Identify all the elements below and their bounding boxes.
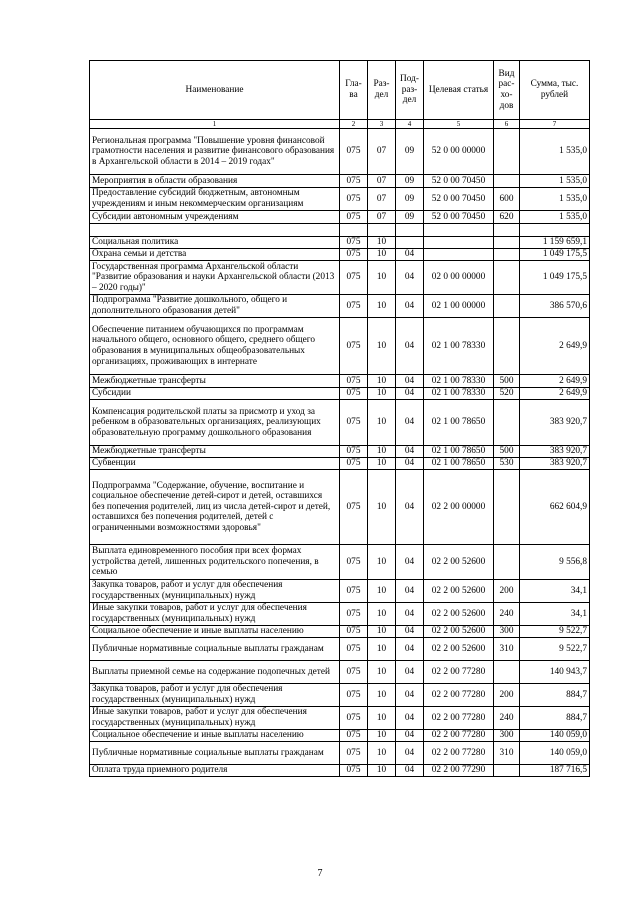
row-statya: 02 2 00 77280: [424, 730, 494, 742]
row-razdel: 10: [368, 446, 396, 458]
table-row: [90, 626, 590, 638]
row-razdel: 10: [368, 261, 396, 295]
table-row: [90, 261, 590, 295]
row-podrazdel: 04: [396, 261, 424, 295]
row-razdel: 10: [368, 375, 396, 388]
row-vid: [494, 318, 520, 375]
table-row: [90, 707, 590, 730]
row-vid: 520: [494, 388, 520, 400]
row-name: Выплата единовременного пособия при всех формах устройства детей, лишенных родительского попечения, в семью: [90, 545, 340, 580]
row-podrazdel: 04: [396, 684, 424, 707]
row-statya: 02 1 00 78650: [424, 400, 494, 446]
row-glava: 075: [340, 580, 368, 603]
row-glava: 075: [340, 188, 368, 211]
row-name: Социальное обеспечение и иные выплаты населению: [90, 626, 340, 638]
row-podrazdel: 04: [396, 742, 424, 765]
row-name: Оплата труда приемного родителя: [90, 765, 340, 777]
row-sum: 383 920,7: [520, 446, 590, 458]
table-row: [90, 400, 590, 446]
row-glava: 075: [340, 261, 368, 295]
row-sum: 140 943,7: [520, 661, 590, 684]
row-podrazdel: 09: [396, 129, 424, 175]
row-vid: 200: [494, 684, 520, 707]
row-glava: 075: [340, 730, 368, 742]
row-podrazdel: 04: [396, 249, 424, 261]
table-row: [90, 224, 590, 237]
row-razdel: 10: [368, 580, 396, 603]
colnum: 1: [90, 120, 340, 129]
row-name: Социальная политика: [90, 237, 340, 249]
row-razdel: 10: [368, 626, 396, 638]
row-statya: 52 0 00 70450: [424, 211, 494, 224]
row-vid: [494, 237, 520, 249]
header-name: Наименование: [90, 61, 340, 120]
header-sum: Сумма, тыс. рублей: [520, 61, 590, 120]
row-glava: 075: [340, 211, 368, 224]
row-podrazdel: 04: [396, 580, 424, 603]
row-vid: 300: [494, 730, 520, 742]
row-glava: 075: [340, 470, 368, 545]
blank-cell: [520, 224, 590, 237]
row-podrazdel: 09: [396, 175, 424, 188]
colnum: 2: [340, 120, 368, 129]
row-podrazdel: 09: [396, 211, 424, 224]
row-sum: 2 649,9: [520, 318, 590, 375]
row-statya: 02 1 00 78650: [424, 446, 494, 458]
row-glava: 075: [340, 295, 368, 318]
row-podrazdel: 04: [396, 603, 424, 626]
row-glava: 075: [340, 638, 368, 661]
row-podrazdel: 04: [396, 765, 424, 777]
row-razdel: 10: [368, 388, 396, 400]
row-statya: 52 0 00 70450: [424, 188, 494, 211]
row-razdel: 10: [368, 318, 396, 375]
blank-cell: [494, 224, 520, 237]
row-vid: [494, 400, 520, 446]
row-glava: 075: [340, 684, 368, 707]
row-statya: 02 2 00 52600: [424, 638, 494, 661]
row-glava: 075: [340, 765, 368, 777]
row-glava: 075: [340, 249, 368, 261]
row-sum: 140 059,0: [520, 730, 590, 742]
row-podrazdel: 04: [396, 295, 424, 318]
header-row: [90, 61, 590, 120]
table-row: [90, 249, 590, 261]
row-sum: 1 535,0: [520, 188, 590, 211]
row-statya: 02 2 00 52600: [424, 603, 494, 626]
header-razdel: Раз-дел: [368, 61, 396, 120]
table-row: [90, 446, 590, 458]
row-razdel: 10: [368, 237, 396, 249]
row-sum: 884,7: [520, 707, 590, 730]
row-razdel: 07: [368, 175, 396, 188]
row-name: Закупка товаров, работ и услуг для обеспечения государственных (муниципальных) нужд: [90, 580, 340, 603]
row-razdel: 07: [368, 188, 396, 211]
row-podrazdel: 04: [396, 661, 424, 684]
row-glava: 075: [340, 318, 368, 375]
row-razdel: 07: [368, 211, 396, 224]
row-name: Предоставление субсидий бюджетным, автономным учреждениям и иным некоммерческим организациям: [90, 188, 340, 211]
table-row: [90, 765, 590, 777]
row-podrazdel: 09: [396, 188, 424, 211]
row-statya: 02 2 00 77290: [424, 765, 494, 777]
row-podrazdel: 04: [396, 626, 424, 638]
row-name: Государственная программа Архангельской области "Развитие образования и науки Архангельской области (2013 – 2020 годы)": [90, 261, 340, 295]
row-statya: 02 2 00 52600: [424, 580, 494, 603]
row-statya: 02 2 00 77280: [424, 684, 494, 707]
row-glava: 075: [340, 661, 368, 684]
row-sum: 1 049 175,5: [520, 261, 590, 295]
row-name: Публичные нормативные социальные выплаты гражданам: [90, 638, 340, 661]
row-sum: 9 522,7: [520, 626, 590, 638]
row-statya: 02 2 00 77280: [424, 707, 494, 730]
row-razdel: 07: [368, 129, 396, 175]
row-name: Иные закупки товаров, работ и услуг для обеспечения государственных (муниципальных) нужд: [90, 603, 340, 626]
colnum: 5: [424, 120, 494, 129]
row-name: Субсидии автономным учреждениям: [90, 211, 340, 224]
table-row: [90, 458, 590, 470]
row-name: Подпрограмма "Развитие дошкольного, общего и дополнительного образования детей": [90, 295, 340, 318]
row-podrazdel: 04: [396, 318, 424, 375]
table-row: [90, 661, 590, 684]
row-podrazdel: 04: [396, 400, 424, 446]
table-row: [90, 211, 590, 224]
row-name: Закупка товаров, работ и услуг для обеспечения государственных (муниципальных) нужд: [90, 684, 340, 707]
row-name: Выплаты приемной семье на содержание подопечных детей: [90, 661, 340, 684]
table-row: [90, 237, 590, 249]
row-name: Социальное обеспечение и иные выплаты населению: [90, 730, 340, 742]
row-podrazdel: 04: [396, 638, 424, 661]
row-vid: 530: [494, 458, 520, 470]
table-row: [90, 742, 590, 765]
row-statya: 02 2 00 00000: [424, 470, 494, 545]
blank-cell: [424, 224, 494, 237]
row-vid: [494, 249, 520, 261]
blank-cell: [90, 224, 340, 237]
row-sum: 383 920,7: [520, 400, 590, 446]
row-statya: 52 0 00 70450: [424, 175, 494, 188]
table-row: [90, 470, 590, 545]
row-razdel: 10: [368, 470, 396, 545]
row-sum: 383 920,7: [520, 458, 590, 470]
row-vid: [494, 765, 520, 777]
row-podrazdel: 04: [396, 707, 424, 730]
page-number: 7: [317, 868, 323, 879]
row-razdel: 10: [368, 295, 396, 318]
row-statya: 02 2 00 77280: [424, 661, 494, 684]
header-glava: Гла-ва: [340, 61, 368, 120]
row-razdel: 10: [368, 765, 396, 777]
header-vid: Вид рас-хо-дов: [494, 61, 520, 120]
row-glava: 075: [340, 129, 368, 175]
row-vid: 300: [494, 626, 520, 638]
row-podrazdel: 04: [396, 388, 424, 400]
row-sum: 1 159 659,1: [520, 237, 590, 249]
budget-table: [89, 60, 590, 777]
row-razdel: 10: [368, 730, 396, 742]
table-row: [90, 730, 590, 742]
row-razdel: 10: [368, 684, 396, 707]
row-sum: 140 059,0: [520, 742, 590, 765]
table-row: [90, 638, 590, 661]
row-razdel: 10: [368, 603, 396, 626]
row-vid: [494, 129, 520, 175]
row-glava: 075: [340, 175, 368, 188]
header-statya: Целевая статья: [424, 61, 494, 120]
row-name: Иные закупки товаров, работ и услуг для обеспечения государственных (муниципальных) нужд: [90, 707, 340, 730]
table-row: [90, 545, 590, 580]
row-statya: 02 1 00 00000: [424, 295, 494, 318]
row-podrazdel: 04: [396, 446, 424, 458]
table-body: [90, 129, 590, 777]
row-sum: 2 649,9: [520, 375, 590, 388]
row-podrazdel: 04: [396, 375, 424, 388]
table-header: [90, 61, 590, 129]
row-statya: [424, 237, 494, 249]
row-name: Компенсация родительской платы за присмотр и уход за ребенком в образовательных организациях, реализующих образовательную программу дошкольного образования: [90, 400, 340, 446]
row-vid: 310: [494, 638, 520, 661]
row-vid: 310: [494, 742, 520, 765]
row-sum: 9 522,7: [520, 638, 590, 661]
table-row: [90, 129, 590, 175]
row-name: Подпрограмма "Содержание, обучение, воспитание и социальное обеспечение детей-сирот и детей, оставшихся без попечения родителей, лиц из числа детей-сирот и детей, оставшихся без попечения родителей, детей с ограниченными возможностями здоровья": [90, 470, 340, 545]
row-razdel: 10: [368, 545, 396, 580]
row-name: Региональная программа "Повышение уровня финансовой грамотности населения и развитие финансового образования в Архангельской области в 2014 – 2019 годах": [90, 129, 340, 175]
header-podrazdel: Под-раз-дел: [396, 61, 424, 120]
row-podrazdel: 04: [396, 458, 424, 470]
row-vid: [494, 470, 520, 545]
row-razdel: 10: [368, 707, 396, 730]
row-glava: 075: [340, 375, 368, 388]
row-glava: 075: [340, 237, 368, 249]
row-glava: 075: [340, 707, 368, 730]
colnum: 3: [368, 120, 396, 129]
row-vid: [494, 175, 520, 188]
row-vid: [494, 295, 520, 318]
row-sum: 187 716,5: [520, 765, 590, 777]
row-vid: 200: [494, 580, 520, 603]
row-statya: 02 1 00 78330: [424, 318, 494, 375]
row-statya: 02 2 00 52600: [424, 626, 494, 638]
row-sum: 386 570,6: [520, 295, 590, 318]
row-glava: 075: [340, 603, 368, 626]
row-sum: 884,7: [520, 684, 590, 707]
row-sum: 2 649,9: [520, 388, 590, 400]
blank-cell: [396, 224, 424, 237]
table-row: [90, 580, 590, 603]
row-vid: [494, 261, 520, 295]
row-statya: 52 0 00 00000: [424, 129, 494, 175]
row-sum: 34,1: [520, 603, 590, 626]
row-name: Субвенции: [90, 458, 340, 470]
row-name: Субсидии: [90, 388, 340, 400]
blank-cell: [340, 224, 368, 237]
row-name: Межбюджетные трансферты: [90, 375, 340, 388]
table-row: [90, 318, 590, 375]
row-glava: 075: [340, 742, 368, 765]
row-sum: 1 535,0: [520, 129, 590, 175]
row-podrazdel: 04: [396, 730, 424, 742]
table-row: [90, 684, 590, 707]
row-podrazdel: [396, 237, 424, 249]
colnum: 4: [396, 120, 424, 129]
row-vid: [494, 661, 520, 684]
row-glava: 075: [340, 626, 368, 638]
row-vid: 240: [494, 603, 520, 626]
row-glava: 075: [340, 545, 368, 580]
row-vid: 240: [494, 707, 520, 730]
row-glava: 075: [340, 388, 368, 400]
row-statya: 02 2 00 77280: [424, 742, 494, 765]
table-row: [90, 295, 590, 318]
row-sum: 1 535,0: [520, 211, 590, 224]
row-name: Межбюджетные трансферты: [90, 446, 340, 458]
row-vid: 620: [494, 211, 520, 224]
row-name: Охрана семьи и детства: [90, 249, 340, 261]
row-glava: 075: [340, 458, 368, 470]
row-statya: 02 0 00 00000: [424, 261, 494, 295]
table-row: [90, 375, 590, 388]
colnum: 7: [520, 120, 590, 129]
row-razdel: 10: [368, 638, 396, 661]
row-sum: 1 049 175,5: [520, 249, 590, 261]
column-number-row: [90, 120, 590, 129]
row-vid: 500: [494, 446, 520, 458]
row-name: Обеспечение питанием обучающихся по программам начального общего, основного общего, среднего общего образования в муниципальных общеобразовательных организациях, проживающих в интернате: [90, 318, 340, 375]
row-podrazdel: 04: [396, 545, 424, 580]
table-row: [90, 188, 590, 211]
row-statya: 02 1 00 78650: [424, 458, 494, 470]
row-sum: 9 556,8: [520, 545, 590, 580]
row-sum: 662 604,9: [520, 470, 590, 545]
row-name: Публичные нормативные социальные выплаты гражданам: [90, 742, 340, 765]
blank-cell: [368, 224, 396, 237]
row-vid: [494, 545, 520, 580]
row-vid: 600: [494, 188, 520, 211]
row-name: Мероприятия в области образования: [90, 175, 340, 188]
table-row: [90, 603, 590, 626]
row-statya: 02 2 00 52600: [424, 545, 494, 580]
table-row: [90, 175, 590, 188]
row-statya: 02 1 00 78330: [424, 375, 494, 388]
row-razdel: 10: [368, 661, 396, 684]
row-podrazdel: 04: [396, 470, 424, 545]
row-razdel: 10: [368, 742, 396, 765]
row-statya: 02 1 00 78330: [424, 388, 494, 400]
row-razdel: 10: [368, 458, 396, 470]
colnum: 6: [494, 120, 520, 129]
row-glava: 075: [340, 446, 368, 458]
row-razdel: 10: [368, 400, 396, 446]
row-razdel: 10: [368, 249, 396, 261]
table-row: [90, 388, 590, 400]
row-vid: 500: [494, 375, 520, 388]
row-glava: 075: [340, 400, 368, 446]
row-sum: 1 535,0: [520, 175, 590, 188]
row-statya: [424, 249, 494, 261]
row-sum: 34,1: [520, 580, 590, 603]
